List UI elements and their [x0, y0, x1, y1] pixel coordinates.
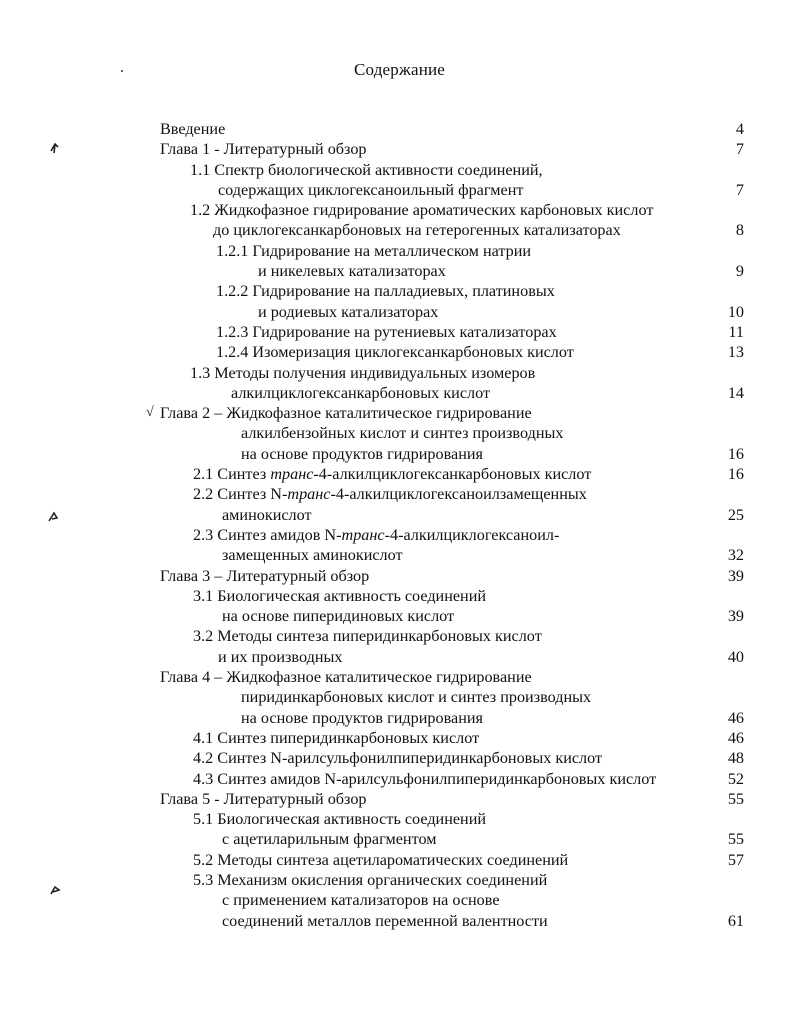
toc-entry-text: содержащих циклогексаноильный фрагмент — [218, 180, 524, 199]
toc-entry[interactable] — [0, 464, 799, 484]
toc-page-number: 9 — [735, 262, 744, 281]
toc-entry[interactable] — [0, 363, 799, 404]
toc-entry[interactable] — [0, 566, 799, 586]
toc-entry[interactable] — [0, 119, 799, 139]
toc-entry-text: 1.2.4 Изомеризация циклогексанкарбоновых кислот — [216, 343, 574, 362]
margin-check-mark: √ — [146, 405, 154, 421]
toc-page-number: 8 — [735, 221, 744, 240]
toc-page-number: 14 — [727, 383, 744, 402]
toc-page-number: 16 — [727, 465, 744, 484]
table-of-contents — [0, 119, 799, 931]
toc-entry[interactable] — [0, 769, 799, 789]
toc-entry-text: 5.2 Методы синтеза ацетилароматических соединений — [193, 850, 569, 869]
toc-entry-text: 1.2 Жидкофазное гидрирование ароматических карбоновых кислот — [190, 201, 654, 220]
toc-entry-text: с ацетиларильным фрагментом — [222, 830, 437, 849]
toc-entry-text: 4.2 Синтез N-арилсульфонилпиперидинкарбоновых кислот — [193, 749, 603, 768]
toc-entry-text: до циклогексанкарбоновых на гетерогенных катализаторах — [213, 221, 621, 240]
toc-page-number: 25 — [727, 505, 744, 524]
toc-entry[interactable] — [0, 200, 799, 241]
toc-page-number: 10 — [727, 302, 744, 321]
toc-entry-text: Введение — [160, 120, 226, 138]
toc-entry-text: 1.3 Методы получения индивидуальных изомеров — [190, 363, 536, 382]
toc-page-number: 57 — [727, 850, 744, 869]
toc-entry-text: и никелевых катализаторах — [258, 262, 446, 281]
toc-entry[interactable] — [0, 748, 799, 768]
toc-entry-text: 3.1 Биологическая активность соединений — [193, 586, 487, 605]
toc-entry-text: замещенных аминокислот — [222, 546, 403, 565]
toc-entry-text: соединений металлов переменной валентности — [222, 911, 548, 930]
toc-entry-text: 2.1 Синтез транс-4-алкилциклогексанкарбоновых кислот — [193, 465, 592, 484]
toc-entry-text: 1.2.2 Гидрирование на палладиевых, платиновых — [216, 282, 555, 301]
italic-prefix: транс — [341, 525, 385, 544]
toc-entry-text: пиридинкарбоновых кислот и синтез производных — [241, 688, 592, 707]
toc-entry-text: алкилциклогексанкарбоновых кислот — [231, 383, 491, 402]
toc-entry[interactable] — [0, 809, 799, 850]
toc-page-number: 40 — [727, 647, 744, 666]
toc-page-number: 52 — [727, 769, 744, 788]
toc-entry-text: 4.1 Синтез пиперидинкарбоновых кислот — [193, 728, 480, 747]
toc-entry-text: Глава 4 – Жидкофазное каталитическое гидрирование — [160, 668, 532, 687]
toc-page-number: 46 — [727, 708, 744, 727]
toc-page-number: 55 — [727, 830, 744, 849]
toc-entry-text: и их производных — [218, 647, 343, 666]
toc-entry-text: 1.1 Спектр биологической активности соединений, — [190, 160, 543, 179]
toc-page-number: 61 — [727, 911, 744, 930]
margin-scribble-icon — [46, 510, 60, 524]
toc-entry-text: 3.2 Методы синтеза пиперидинкарбоновых кислот — [193, 627, 542, 646]
toc-entry-text: на основе пиперидиновых кислот — [222, 607, 455, 626]
toc-entry[interactable] — [0, 160, 799, 201]
toc-entry[interactable] — [0, 281, 799, 322]
toc-entry[interactable] — [0, 626, 799, 667]
toc-entry[interactable] — [0, 789, 799, 809]
italic-prefix: транс — [287, 485, 331, 504]
toc-entry[interactable] — [0, 322, 799, 342]
toc-entry[interactable] — [0, 850, 799, 870]
toc-entry-text: 1.2.3 Гидрирование на рутениевых катализаторах — [216, 322, 557, 341]
toc-entry-text: на основе продуктов гидрирования — [241, 708, 483, 727]
toc-page-number: 55 — [727, 789, 744, 808]
toc-entry[interactable] — [0, 586, 799, 627]
toc-entry[interactable] — [0, 667, 799, 728]
toc-page-number: 39 — [727, 566, 744, 585]
toc-entry-text: 5.1 Биологическая активность соединений — [193, 810, 487, 829]
toc-entry-text: 5.3 Механизм окисления органических соединений — [193, 870, 548, 889]
toc-entry[interactable] — [0, 484, 799, 525]
toc-entry-text: Глава 5 - Литературный обзор — [160, 789, 367, 808]
toc-page-number: 13 — [727, 343, 744, 362]
toc-entry[interactable] — [0, 342, 799, 362]
toc-entry-text: аминокислот — [222, 505, 312, 524]
toc-entry-text: на основе продуктов гидрирования — [241, 444, 483, 463]
toc-entry-text: 4.3 Синтез амидов N-арилсульфонилпиперидинкарбоновых кислот — [193, 769, 657, 788]
toc-page-number: 16 — [727, 444, 744, 463]
toc-page-number: 39 — [727, 607, 744, 626]
margin-scribble-icon — [48, 883, 62, 897]
toc-entry[interactable] — [0, 403, 799, 464]
toc-entry-text: 1.2.1 Гидрирование на металлическом натрии — [216, 241, 532, 260]
toc-entry-text: Глава 2 – Жидкофазное каталитическое гидрирование — [160, 404, 532, 423]
toc-entry[interactable] — [0, 728, 799, 748]
toc-entry-text: алкилбензойных кислот и синтез производных — [241, 424, 564, 443]
toc-entry-text: с применением катализаторов на основе — [222, 891, 500, 910]
toc-entry[interactable] — [0, 525, 799, 566]
toc-entry[interactable] — [0, 241, 799, 282]
toc-entry-text: 2.2 Синтез N-транс-4-алкилциклогексаноилзамещенных — [193, 485, 587, 504]
toc-page-number: 32 — [727, 546, 744, 565]
toc-entry[interactable] — [0, 139, 799, 159]
toc-page-number: 46 — [727, 728, 744, 747]
toc-entry-text: и родиевых катализаторах — [258, 302, 439, 321]
margin-scribble-icon — [48, 141, 62, 155]
italic-prefix: транс — [270, 465, 314, 484]
toc-page-number: 7 — [735, 140, 744, 159]
toc-page-number: 7 — [735, 180, 744, 199]
toc-entry-text: Глава 1 - Литературный обзор — [160, 140, 367, 159]
toc-page-number: 48 — [727, 749, 744, 768]
toc-page-number: 11 — [728, 322, 744, 341]
toc-entry-text: 2.3 Синтез амидов N-транс-4-алкилциклогексаноил- — [193, 525, 560, 544]
toc-entry[interactable] — [0, 870, 799, 931]
toc-entry-text: Глава 3 – Литературный обзор — [160, 566, 370, 585]
toc-page-number: 4 — [735, 120, 744, 138]
page-title: Содержание — [353, 60, 446, 79]
